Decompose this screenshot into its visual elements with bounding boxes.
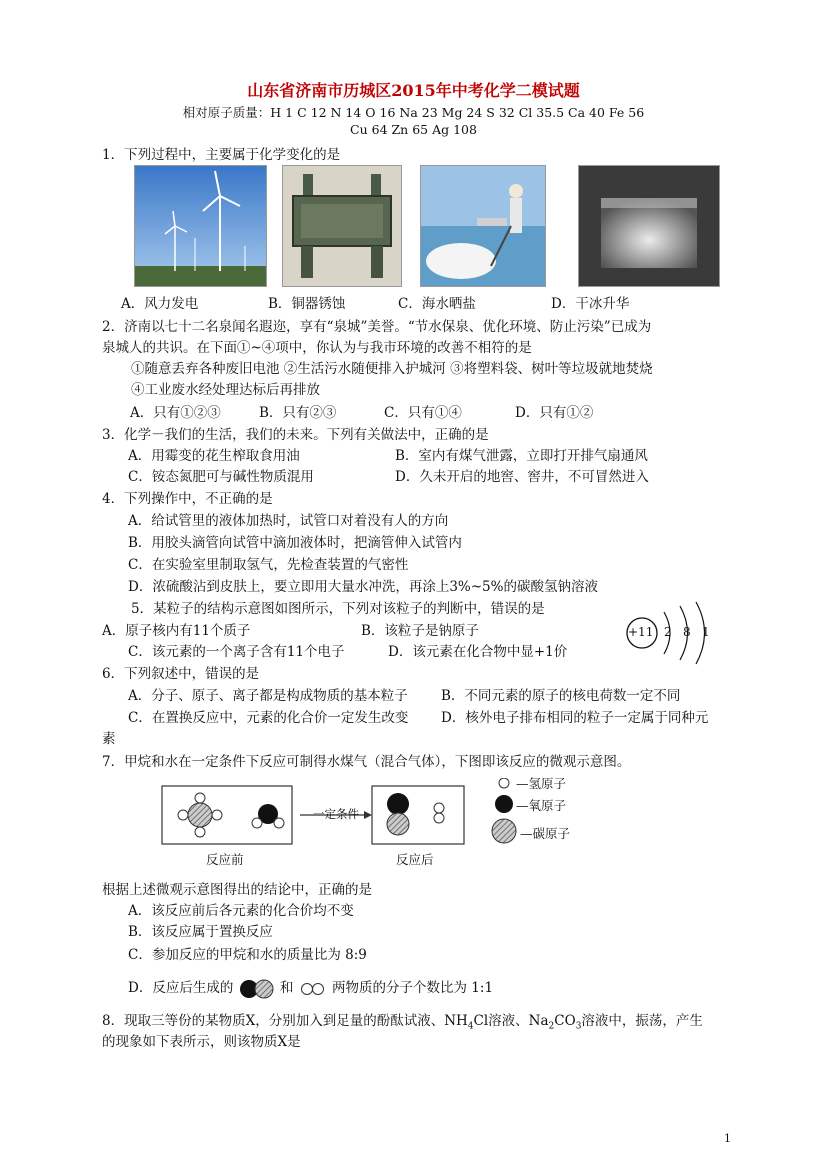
q5-option-b: B．该粒子是钠原子 (361, 623, 479, 639)
q4-option-c: C．在实验室里制取氢气，先检查装置的气密性 (128, 557, 409, 573)
atom-structure-diagram (620, 598, 720, 668)
q7-option-a: A．该反应前后各元素的化合价均不变 (128, 903, 354, 919)
q8-stem-part-d: 溶液中，振荡，产生 (581, 1013, 703, 1029)
q2-items-line1: ①随意丢弃各种废旧电池 ②生活污水随便排入护城河 ③将塑料袋、树叶等垃圾就地焚烧 (131, 361, 653, 377)
q4-stem: 4．下列操作中，不正确的是 (102, 491, 273, 507)
after-label: 反应后 (396, 852, 434, 867)
q8-stem-part-a: 8．现取三等份的某物质X，分别加入到足量的酚酞试液、NH (102, 1013, 468, 1029)
q5-option-a: A．原子核内有11个质子 (102, 623, 251, 639)
q7-option-d-and: 和 (279, 980, 294, 996)
co-molecule-icon (238, 978, 276, 1000)
q1-option-d: D．干冰升华 (551, 296, 630, 312)
q2-stem-line2: 泉城人的共识。在下面①~④项中，你认为与我市环境的改善不相符的是 (102, 340, 532, 356)
q5-option-d: D．该元素在化合物中显+1价 (388, 644, 568, 660)
dry-ice-photo (578, 165, 720, 287)
q7-option-c: C．参加反应的甲烷和水的质量比为 8:9 (128, 947, 367, 963)
q6-option-b: B．不同元素的原子的核电荷数一定不同 (441, 688, 681, 704)
atomic-masses-line1: 相对原子质量：H 1 C 12 N 14 O 16 Na 23 Mg 24 S 32 Cl 35.5 Ca 40 Fe 56 (182, 105, 645, 120)
q8-sub-1: 4 (467, 1021, 474, 1032)
shell-2-electrons: 8 (683, 625, 691, 639)
q8-stem-part-c: CO (554, 1013, 576, 1029)
nucleus-label: +11 (628, 625, 654, 639)
q2-option-b: B．只有②③ (259, 405, 337, 421)
q1-option-c: C．海水晒盐 (398, 296, 476, 312)
q1-stem: 1．下列过程中，主要属于化学变化的是 (102, 147, 341, 163)
q7-stem: 7．甲烷和水在一定条件下反应可制得水煤气（混合气体），下图即该反应的微观示意图。 (102, 754, 631, 770)
q7-conclusion: 根据上述微观示意图得出的结论中，正确的是 (102, 882, 372, 898)
q6-option-a: A．分子、原子、离子都是构成物质的基本粒子 (128, 688, 408, 704)
q8-stem-line1 (102, 1009, 703, 1032)
q8-sub-3: 3 (575, 1021, 582, 1032)
bronze-vessel-photo (282, 165, 402, 287)
q3-option-b: B．室内有煤气泄露，立即打开排气扇通风 (395, 448, 648, 464)
q4-option-a: A．给试管里的液体加热时，试管口对着没有人的方向 (128, 513, 449, 529)
q7-option-d (128, 976, 493, 1000)
shell-3-electrons: 1 (702, 625, 710, 639)
q6-option-d-wrap: 素 (102, 731, 116, 747)
q3-option-c: C．铵态氮肥可与碱性物质混用 (128, 469, 314, 485)
q1-option-a: A．风力发电 (121, 296, 199, 312)
q6-stem: 6．下列叙述中，错误的是 (102, 666, 260, 682)
q2-option-d: D．只有①② (515, 405, 594, 421)
q3-option-d: D．久未开启的地窖、窖井，不可冒然进入 (395, 469, 649, 485)
q2-option-a: A．只有①②③ (130, 405, 221, 421)
page-title: 山东省济南市历城区2015年中考化学二模试题 (247, 81, 580, 100)
q1-option-b: B．铜器锈蚀 (268, 296, 346, 312)
q2-option-c: C．只有①④ (384, 405, 462, 421)
legend-oxygen: —氧原子 (516, 798, 567, 813)
q7-option-b: B．该反应属于置换反应 (128, 924, 273, 940)
sea-salt-photo (420, 165, 546, 287)
h2-molecule-icon (298, 981, 328, 997)
q2-stem-line1: 2．济南以七十二名泉闻名遐迩，享有“泉城”美誉。“节水保泉、优化环境、防止污染”已成为 (102, 319, 652, 335)
q3-option-a: A．用霉变的花生榨取食用油 (128, 448, 300, 464)
atomic-masses-line2: Cu 64 Zn 65 Ag 108 (350, 122, 477, 137)
q8-sub-2: 2 (548, 1021, 555, 1032)
q6-option-c: C．在置换反应中，元素的化合价一定发生改变 (128, 710, 409, 726)
q2-items-line2: ④工业废水经处理达标后再排放 (131, 382, 320, 398)
q8-stem-part-b: Cl溶液、Na (473, 1013, 549, 1029)
q6-option-d: D．核外电子排布相同的粒子一定属于同种元 (441, 710, 709, 726)
q7-option-d-suffix: 两物质的分子个数比为 1:1 (332, 980, 494, 996)
reaction-micro-diagram (160, 778, 600, 868)
wind-turbine-photo (134, 165, 267, 287)
q3-stem: 3．化学－我们的生活，我们的未来。下列有关做法中，正确的是 (102, 427, 489, 443)
q5-option-c: C．该元素的一个离子含有11个电子 (128, 644, 345, 660)
q4-option-d: D．浓硫酸沾到皮肤上，要立即用大量水冲洗，再涂上3%~5%的碳酸氢钠溶液 (128, 579, 598, 595)
page-number: 1 (724, 1132, 731, 1145)
before-label: 反应前 (206, 852, 244, 867)
legend-carbon: —碳原子 (520, 826, 571, 841)
q7-option-d-prefix: D．反应后生成的 (128, 980, 234, 996)
q4-option-b: B．用胶头滴管向试管中滴加液体时，把滴管伸入试管内 (128, 535, 462, 551)
q5-stem: 5．某粒子的结构示意图如图所示，下列对该粒子的判断中，错误的是 (131, 601, 545, 617)
legend-hydrogen: —氢原子 (516, 776, 567, 791)
q8-stem-line2: 的现象如下表所示，则该物质X是 (102, 1034, 301, 1050)
reaction-condition: 一定条件 (313, 807, 359, 821)
shell-1-electrons: 2 (664, 625, 672, 639)
